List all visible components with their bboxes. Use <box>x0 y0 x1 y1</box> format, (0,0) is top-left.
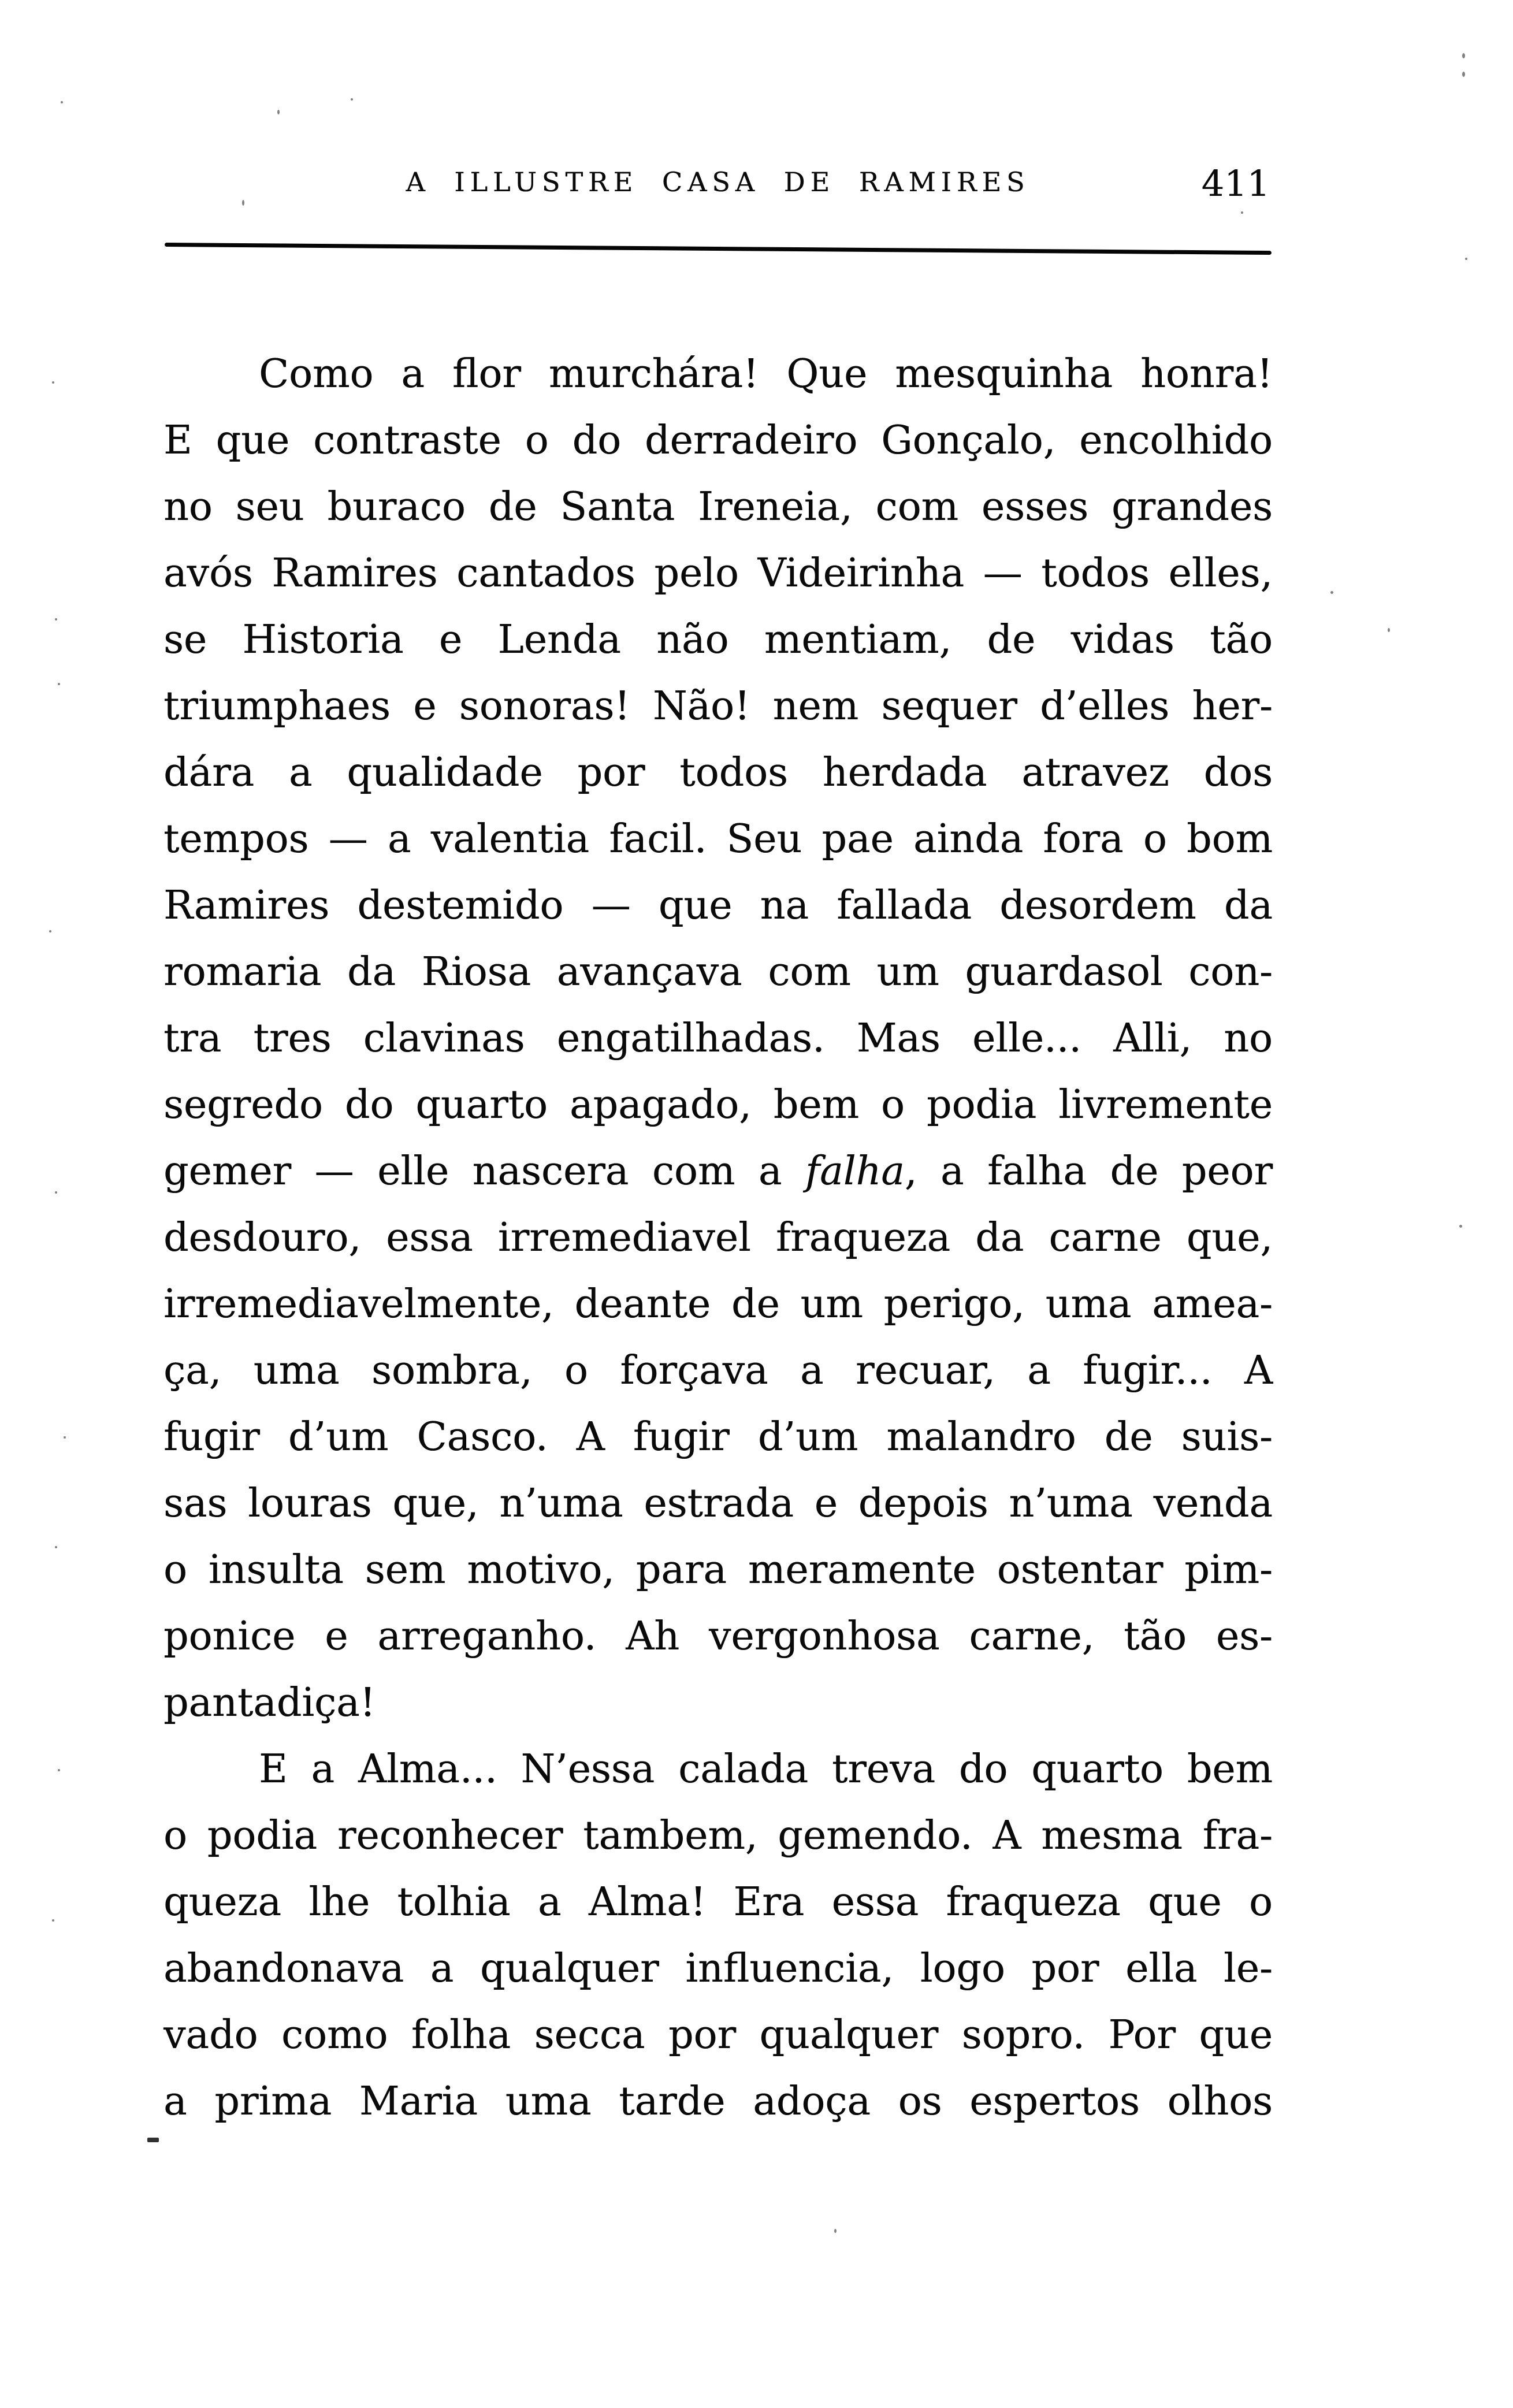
text-line: pantadiça! <box>163 1680 376 1726</box>
paragraph <box>163 1736 1273 2135</box>
header-rule <box>165 243 1272 255</box>
scan-speck <box>58 1769 60 1771</box>
text-line: a prima Maria uma tarde adoça os espertos olhos <box>163 2079 1273 2124</box>
text-line: avós Ramires cantados pelo Videirinha — todos elles, <box>163 551 1273 596</box>
text-line: Ramires destemido — que na fallada desordem da <box>163 883 1273 928</box>
text-line: sas louras que, n’uma estrada e depois n’uma venda <box>163 1481 1273 1526</box>
scan-speck <box>351 98 353 101</box>
running-title: A ILLUSTRE CASA DE RAMIRES <box>406 166 1030 198</box>
scan-speck <box>1462 53 1465 58</box>
text-line: segredo do quarto apagado, bem o podia livremente <box>163 1082 1273 1128</box>
text-line: queza lhe tolhia a Alma! Era essa fraqueza que o <box>163 1879 1273 1925</box>
text-line: se Historia e Lenda não mentiam, de vidas tão <box>163 617 1273 663</box>
text-line: triumphaes e sonoras! Não! nem sequer d’elles her- <box>163 683 1273 729</box>
scan-speck <box>61 101 63 103</box>
text-line: desdouro, essa irremediavel fraqueza da carne que, <box>163 1215 1273 1261</box>
text-line: tra tres clavinas engatilhadas. Mas elle... Alli, no <box>163 1016 1273 1061</box>
text-line: Como a flor murchára! Que mesquinha honra! <box>259 351 1273 397</box>
text-line: abandonava a qualquer influencia, logo por ella le- <box>163 1946 1273 1991</box>
text-line: gemer — elle nascera com a falha, a falha de peor <box>163 1149 1273 1194</box>
page-header <box>165 156 1271 205</box>
scan-speck <box>1462 72 1465 77</box>
scan-speck <box>242 200 244 206</box>
text-line: vado como folha secca por qualquer sopro. Por que <box>163 2012 1273 2058</box>
body-text <box>163 341 1273 2135</box>
text-line: dára a qualidade por todos herdada atravez dos <box>163 750 1273 796</box>
text-line: romaria da Riosa avançava com um guardasol con- <box>163 949 1273 995</box>
scan-speck <box>277 110 280 114</box>
scan-speck <box>1330 591 1333 594</box>
scan-speck <box>834 2229 837 2233</box>
scan-speck <box>49 930 51 932</box>
scan-speck <box>55 618 57 620</box>
scan-speck <box>55 1191 57 1194</box>
scan-speck <box>55 1546 57 1548</box>
scan-speck <box>1459 1225 1462 1228</box>
text-line: E que contraste o do derradeiro Gonçalo, encolhido <box>163 418 1273 463</box>
text-line: irremediavelmente, deante de um perigo, uma amea- <box>163 1281 1273 1327</box>
text-line: ponice e arreganho. Ah vergonhosa carne, tão es- <box>163 1614 1273 1659</box>
scan-speck <box>1241 211 1243 214</box>
scan-speck <box>147 2138 159 2142</box>
text-line: ça, uma sombra, o forçava a recuar, a fugir... A <box>163 1348 1273 1393</box>
text-line: tempos — a valentia facil. Seu pae ainda fora o bom <box>163 816 1273 862</box>
paragraph <box>163 341 1273 1736</box>
text-line: fugir d’um Casco. A fugir d’um malandro de suis- <box>163 1414 1273 1460</box>
scan-speck <box>1388 628 1390 632</box>
scan-speck <box>1465 258 1467 260</box>
text-line: E a Alma... N’essa calada treva do quarto bem <box>259 1746 1273 1792</box>
page-number: 411 <box>1201 162 1270 205</box>
text-line: o podia reconhecer tambem, gemendo. A mesma fra- <box>163 1813 1273 1859</box>
scan-speck <box>64 1436 66 1439</box>
text-line: o insulta sem motivo, para meramente ostentar pim- <box>163 1547 1273 1593</box>
text-line: no seu buraco de Santa Ireneia, com esses grandes <box>163 484 1273 530</box>
scan-speck <box>52 381 54 384</box>
scan-speck <box>58 683 60 685</box>
scan-speck <box>52 1919 54 1922</box>
